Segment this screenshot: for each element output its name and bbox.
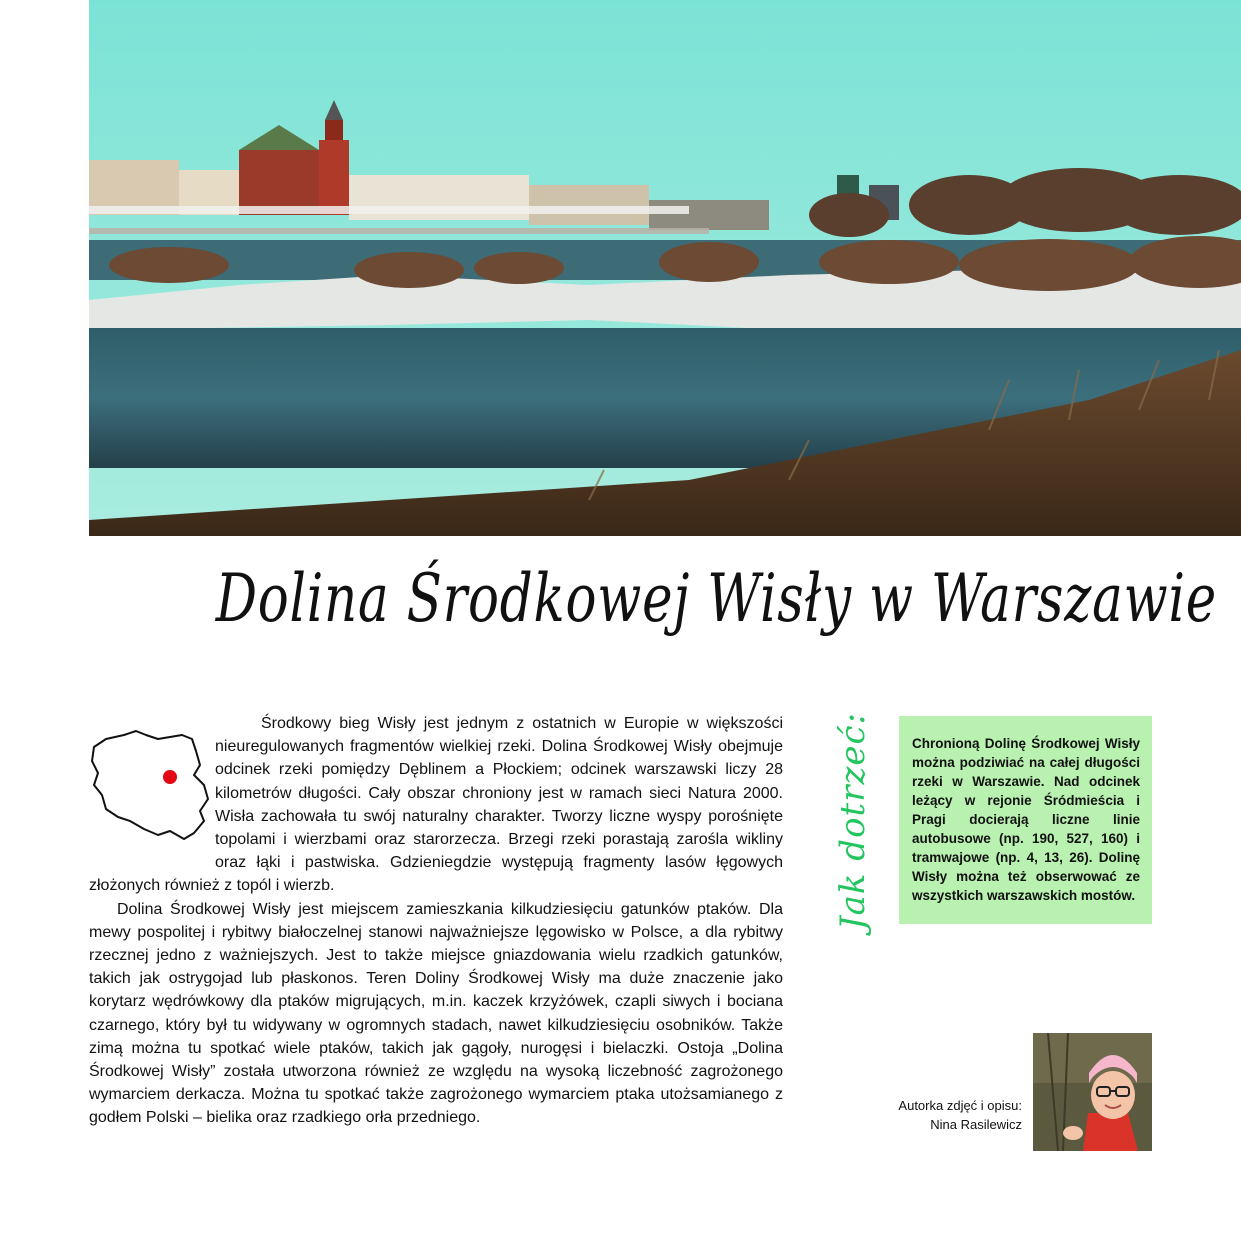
article-paragraph-1: Środkowy bieg Wisły jest jednym z ostatnich w Europie w większości nieuregulowanych fragmentów wielkiej rzeki. Dolina Środkowej Wisły obejmuje odcinek rzeki pomiędzy Dęblinem a Płockiem; odcinek warszawski liczy 28 kilometrów długości. Cały obszar chroniony jest w ramach sieci Natura 2000. Wisła zachowała tu swój naturalny charakter. Tworzy liczne wyspy porośnięte topolami i wierzbami oraz starorzecza. Brzegi rzeki porastają zarośla wikliny oraz łąki i pastwiska. Gdzieniegdzie występują fragmenty lasów łęgowych złożonych również z topól i wierzb. [89,715,783,895]
directions-box [899,716,1152,924]
photo-landscape-icon [89,0,1241,536]
author-portrait-icon [1033,1033,1152,1151]
article-paragraph-2: Dolina Środkowej Wisły jest miejscem zamieszkania kilkudziesięciu gatunków ptaków. Dla mewy pospolitej i rybitwy białoczelnej stanowi najważniejsze lęgowisko w Polsce, a dla rybitwy rzecznej jedno z ważniejszych. Jest to także miejsce gniazdowania wielu rzadkich gatunków, takich jak ostrygojad lub płaskonos. Teren Doliny Środkowej Wisły ma duże znaczenie jako korytarz wędrówkowy dla ptaków migrujących, m.in. kaczek krzyżówek, czapli siwych i bociana czarnego, który był tu widywany w ogromnych stadach, nawet kilkudziesięciu osobników. Także zimą można tu spotkać wiele ptaków, takich jak gągoły, nurogęsi i bielaczki. Ostoja „Dolina Środkowej Wisły” została utworzona również ze względu na wysoką liczebność zagrożonego wymarciem derkacza. Można tu spotkać także zagrożonego wymarciem ptaka utożsamianego z godłem Polski – bielika oraz rzadkiego orła przedniego. [89,900,783,1127]
author-credit-label: Autorka zdjęć i opisu: [898,1098,1022,1113]
map-spacer [89,712,215,870]
page-title: Dolina Środkowej Wisły w Warszawie [215,560,1217,637]
hero-photo [89,0,1241,536]
article-body [89,712,783,1130]
author-name: Nina Rasilewicz [930,1117,1022,1132]
directions-heading: Jak dotrzeć: [833,712,873,930]
directions-heading-wrap [808,712,898,930]
author-photo [1033,1033,1152,1151]
author-credit [860,1096,1022,1134]
directions-text: Chronioną Dolinę Środkowej Wisły można podziwiać na całej długości rzeki w Warszawie. Nad odcinek leżący w rejonie Śródmieścia i Pragi docierają liczne linie autobusowe (np. 190, 527, 160) i tramwajowe (np. 4, 13, 26). Dolinę Wisły można też obserwować ze wszystkich warszawskich mostów. [912,736,1140,903]
